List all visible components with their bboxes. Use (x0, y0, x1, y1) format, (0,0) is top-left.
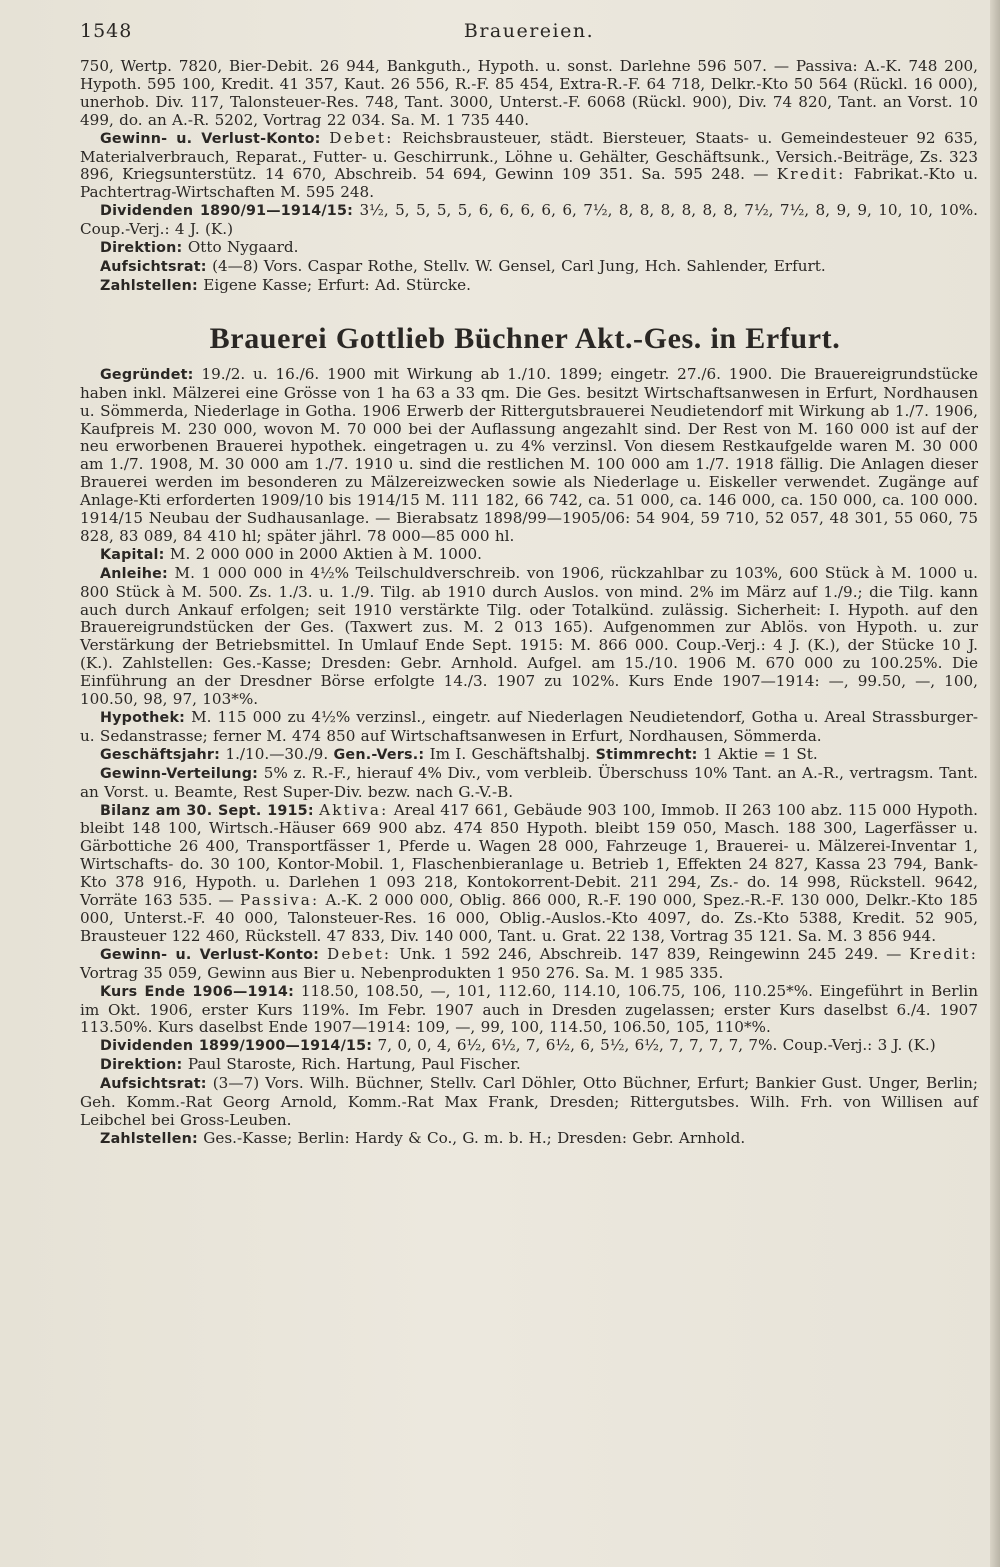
profit-distribution-paragraph: Gewinn-Verteilung: 5% z. R.-F., hierauf 4% Div., vom verbleib. Überschuss 10% Tant. an A.-R., vertragsm. Tant. an Vorst. u. Beamte, Rest Super-Div. bezw. nach G.-V.-B. (80, 763, 978, 801)
body-text (80, 58, 978, 1149)
direction-paragraph: Direktion: Otto Nygaard. (100, 238, 299, 257)
profit-loss-account-paragraph: Gewinn- u. Verlust-Konto: Debet: Unk. 1 592 246, Abschreib. 147 839, Reingewinn 245 249. — Kredit: Vortrag 35 059, Gewinn aus Bier u. Nebenprodukten 1 950 276. Sa. M. 1 985 335. (80, 944, 979, 982)
supervisory-board-paragraph: Aufsichtsrat: (4—8) Vors. Caspar Rothe, Stellv. W. Gensel, Carl Jung, Hch. Sahlender, Erfurt. (100, 256, 826, 275)
loan-paragraph: Anleihe: M. 1 000 000 in 4½% Teilschuldverschreib. von 1906, rückzahlbar zu 103%, 600 Stück à M. 1000 u. 800 Stück à M. 500. Zs. 1./3. u. 1./9. Tilg. ab 1910 durch Auslos. von mind. 2% im März auf 1./9.; die Tilg. kann auch durch Ankauf erfolgen; seit 1910 verstärkte Tilg. oder Totalkünd. zulässig. Sicherheit: I. Hypoth. auf den Brauereigrundstücken der Ges. (Taxwert zus. M. 2 013 165). Aufgenommen zur Ablös. von Hypoth. u. zur Verstärkung der Betriebsmittel. In Umlauf Ende Sept. 1915: M. 866 000. Coup.-Verj.: 4 J. (K.), der Stücke 10 J. (K.). Zahlstellen: Ges.-Kasse; Dresden: Gebr. Arnhold. Aufgel. am 15./10. 1906 M. 670 000 zu 100.25%. Die Einführung an der Dresdner Börse erfolgte 14./3. 1907 zu 102%. Kurs Ende 1907—1914: —, 99.50, —, 100, 100.50, 98, 97, 103*%. (80, 563, 979, 709)
company-direction-paragraph: Direktion: Paul Staroste, Rich. Hartung, Paul Fischer. (100, 1055, 521, 1074)
founded-paragraph: Gegründet: 19./2. u. 16./6. 1900 mit Wirkung ab 1./10. 1899; eingetr. 27./6. 1900. Die Brauereigrundstücke haben inkl. Mälzerei eine Grösse von 1 ha 63 a 33 qm. Die Ges. besitzt Wirtschaftsanwesen in Erfurt, Nordhausen u. Sömmerda, Niederlage in Gotha. 1906 Erwerb der Rittergutsbrauerei Neudietendorf mit Wirkung ab 1./7. 1906, Kaufpreis M. 230 000, wovon M. 70 000 bei der Auflassung angezahlt sind. Der Rest von M. 160 000 ist auf der neu erworbenen Brauerei hypothek. eingetragen u. zu 4% verzinsl. Von diesem Restkaufgelde waren M. 30 000 am 1./7. 1908, M. 30 000 am 1./7. 1910 u. sind die restlichen M. 100 000 am 1./7. 1918 fällig. Die Anlagen dieser Brauerei werden im besonderen zu Mälzereizwecken sowie als Niederlage u. Eiskeller verwendet. Zugänge auf Anlage-Kti erforderten 1909/10 bis 1914/15 M. 111 182, 66 742, ca. 51 000, ca. 146 000, ca. 150 000, ca. 100 000. 1914/15 Neubau der Sudhausanlage. — Bierabsatz 1898/99—1905/06: 54 904, 59 710, 52 057, 48 301, 55 060, 75 828, 83 089, 84 410 hl; später jährl. 78 000—85 000 hl. (80, 364, 978, 545)
company-dividends-paragraph: Dividenden 1899/1900—1914/15: 7, 0, 0, 4, 6½, 6½, 7, 6½, 6, 5½, 6½, 7, 7, 7, 7, 7%. Coup.-Verj.: 3 J. (K.) (100, 1036, 936, 1055)
profit-loss-paragraph: Gewinn- u. Verlust-Konto: Debet: Reichsbrausteuer, städt. Biersteuer, Staats- u. Gemeindesteuer 92 635, Materialverbrauch, Reparat., Futter- u. Geschirrunk., Löhne u. Gehälter, Geschäftsunk., Versich.-Beiträge, Zs. 323 896, Kriegsunterstütz. 14 670, Abschreib. 54 694, Gewinn 109 351. Sa. 595 248. — Kredit: Fabrikat.-Kto u. Pachtertrag-Wirtschaften M. 595 248. (80, 128, 979, 202)
page-edge-shadow (990, 0, 1000, 1567)
page-header (80, 20, 978, 50)
dividends-paragraph: Dividenden 1890/91—1914/15: 3½, 5, 5, 5, 5, 6, 6, 6, 6, 6, 7½, 8, 8, 8, 8, 8, 8, 7½, 7½, 8, 9, 9, 10, 10, 10%. Coup.-Verj.: 4 J. (K.) (80, 201, 978, 239)
company-paying-agents-paragraph: Zahlstellen: Ges.-Kasse; Berlin: Hardy & Co., G. m. b. H.; Dresden: Gebr. Arnhold. (100, 1128, 746, 1147)
share-price-paragraph: Kurs Ende 1906—1914: 118.50, 108.50, —, 101, 112.60, 114.10, 106.75, 106, 110.25*%. Eingeführt in Berlin im Okt. 1906, erster Kurs 119%. Im Febr. 1907 auch in Dresden zugelassen; erster Kurs daselbst 6./4. 1907 113.50%. Kurs daselbst Ende 1907—1914: 109, —, 99, 100, 114.50, 106.50, 105, 110*%. (80, 981, 978, 1037)
mortgage-paragraph: Hypothek: M. 115 000 zu 4½% verzinsl., eingetr. auf Niederlagen Neudietendorf, Gotha u. Areal Strassburger- u. Sedanstrasse; ferner M. 474 850 auf Wirtschaftsanwesen in Erfurt, Nordhausen, Sömmerda. (80, 708, 978, 745)
balance-tail-paragraph: 750, Wertp. 7820, Bier-Debit. 26 944, Bankguth., Hypoth. u. sonst. Darlehne 596 507. — Passiva: A.-K. 748 200, Hypoth. 595 100, Kredit. 41 357, Kaut. 26 556, R.-F. 85 454, Extra-R.-F. 64 718, Delkr.-Kto 50 564 (Rückl. 16 000), unerhob. Div. 117, Talonsteuer-Res. 748, Tant. 3000, Unterst.-F. 6068 (Rückl. 900), Div. 74 820, Tant. an Vorst. 10 499, do. an A.-R. 5202, Vortrag 22 034. Sa. M. 1 735 440. (80, 57, 978, 129)
fiscal-year-paragraph: Geschäftsjahr: 1./10.—30./9. Gen.-Vers.: Im I. Geschäftshalbj. Stimmrecht: 1 Aktie = 1 St. (100, 744, 818, 763)
balance-sheet-paragraph: Bilanz am 30. Sept. 1915: Aktiva: Areal 417 661, Gebäude 903 100, Immob. II 263 100 abz. 115 000 Hypoth. bleibt 148 100, Wirtsch.-Häuser 669 900 abz. 474 850 Hypoth. bleibt 159 050, Masch. 188 300, Lagerfässer u. Gärbottiche 26 400, Transportfässer 1, Pferde u. Wagen 28 000, Fahrzeuge 1, Brauerei- u. Mälzerei-Inventar 1, Wirtschafts- do. 30 100, Kontor-Mobil. 1, Flaschenbieranlage u. Betrieb 1, Effekten 24 827, Kassa 23 794, Bank-Kto 378 916, Hypoth. u. Darlehen 1 093 218, Kontokorrent-Debit. 211 294, Zs.- do. 14 998, Rückstell. 9642, Vorräte 163 535. — Passiva: A.-K. 2 000 000, Oblig. 866 000, R.-F. 190 000, Spez.-R.-F. 130 000, Delkr.-Kto 185 000, Unterst.-F. 40 000, Talonsteuer-Res. 16 000, Oblig.-Auslos.-Kto 4097, do. Zs.-Kto 5388, Kredit. 52 905, Brausteuer 122 460, Rückstell. 47 833, Div. 140 000, Tant. u. Grat. 22 138, Vortrag 35 121. Sa. M. 3 856 944. (80, 800, 979, 945)
page-number: 1548 (80, 20, 133, 42)
company-title: Brauerei Gottlieb Büchner Akt.-Ges. in Erfurt. (209, 321, 841, 355)
paying-agents-paragraph: Zahlstellen: Eigene Kasse; Erfurt: Ad. Stürcke. (100, 275, 471, 294)
running-title: Brauereien. (463, 20, 595, 42)
company-supervisory-board-paragraph: Aufsichtsrat: (3—7) Vors. Wilh. Büchner, Stellv. Carl Döhler, Otto Büchner, Erfurt; Bankier Gust. Unger, Berlin; Geh. Komm.-Rat Georg Arnold, Komm.-Rat Max Frank, Dresden; Rittergutsbes. Wilh. Frh. von Willisen auf Leibchel bei Gross-Leuben. (80, 1074, 978, 1129)
capital-paragraph: Kapital: M. 2 000 000 in 2000 Aktien à M. 1000. (100, 544, 482, 563)
